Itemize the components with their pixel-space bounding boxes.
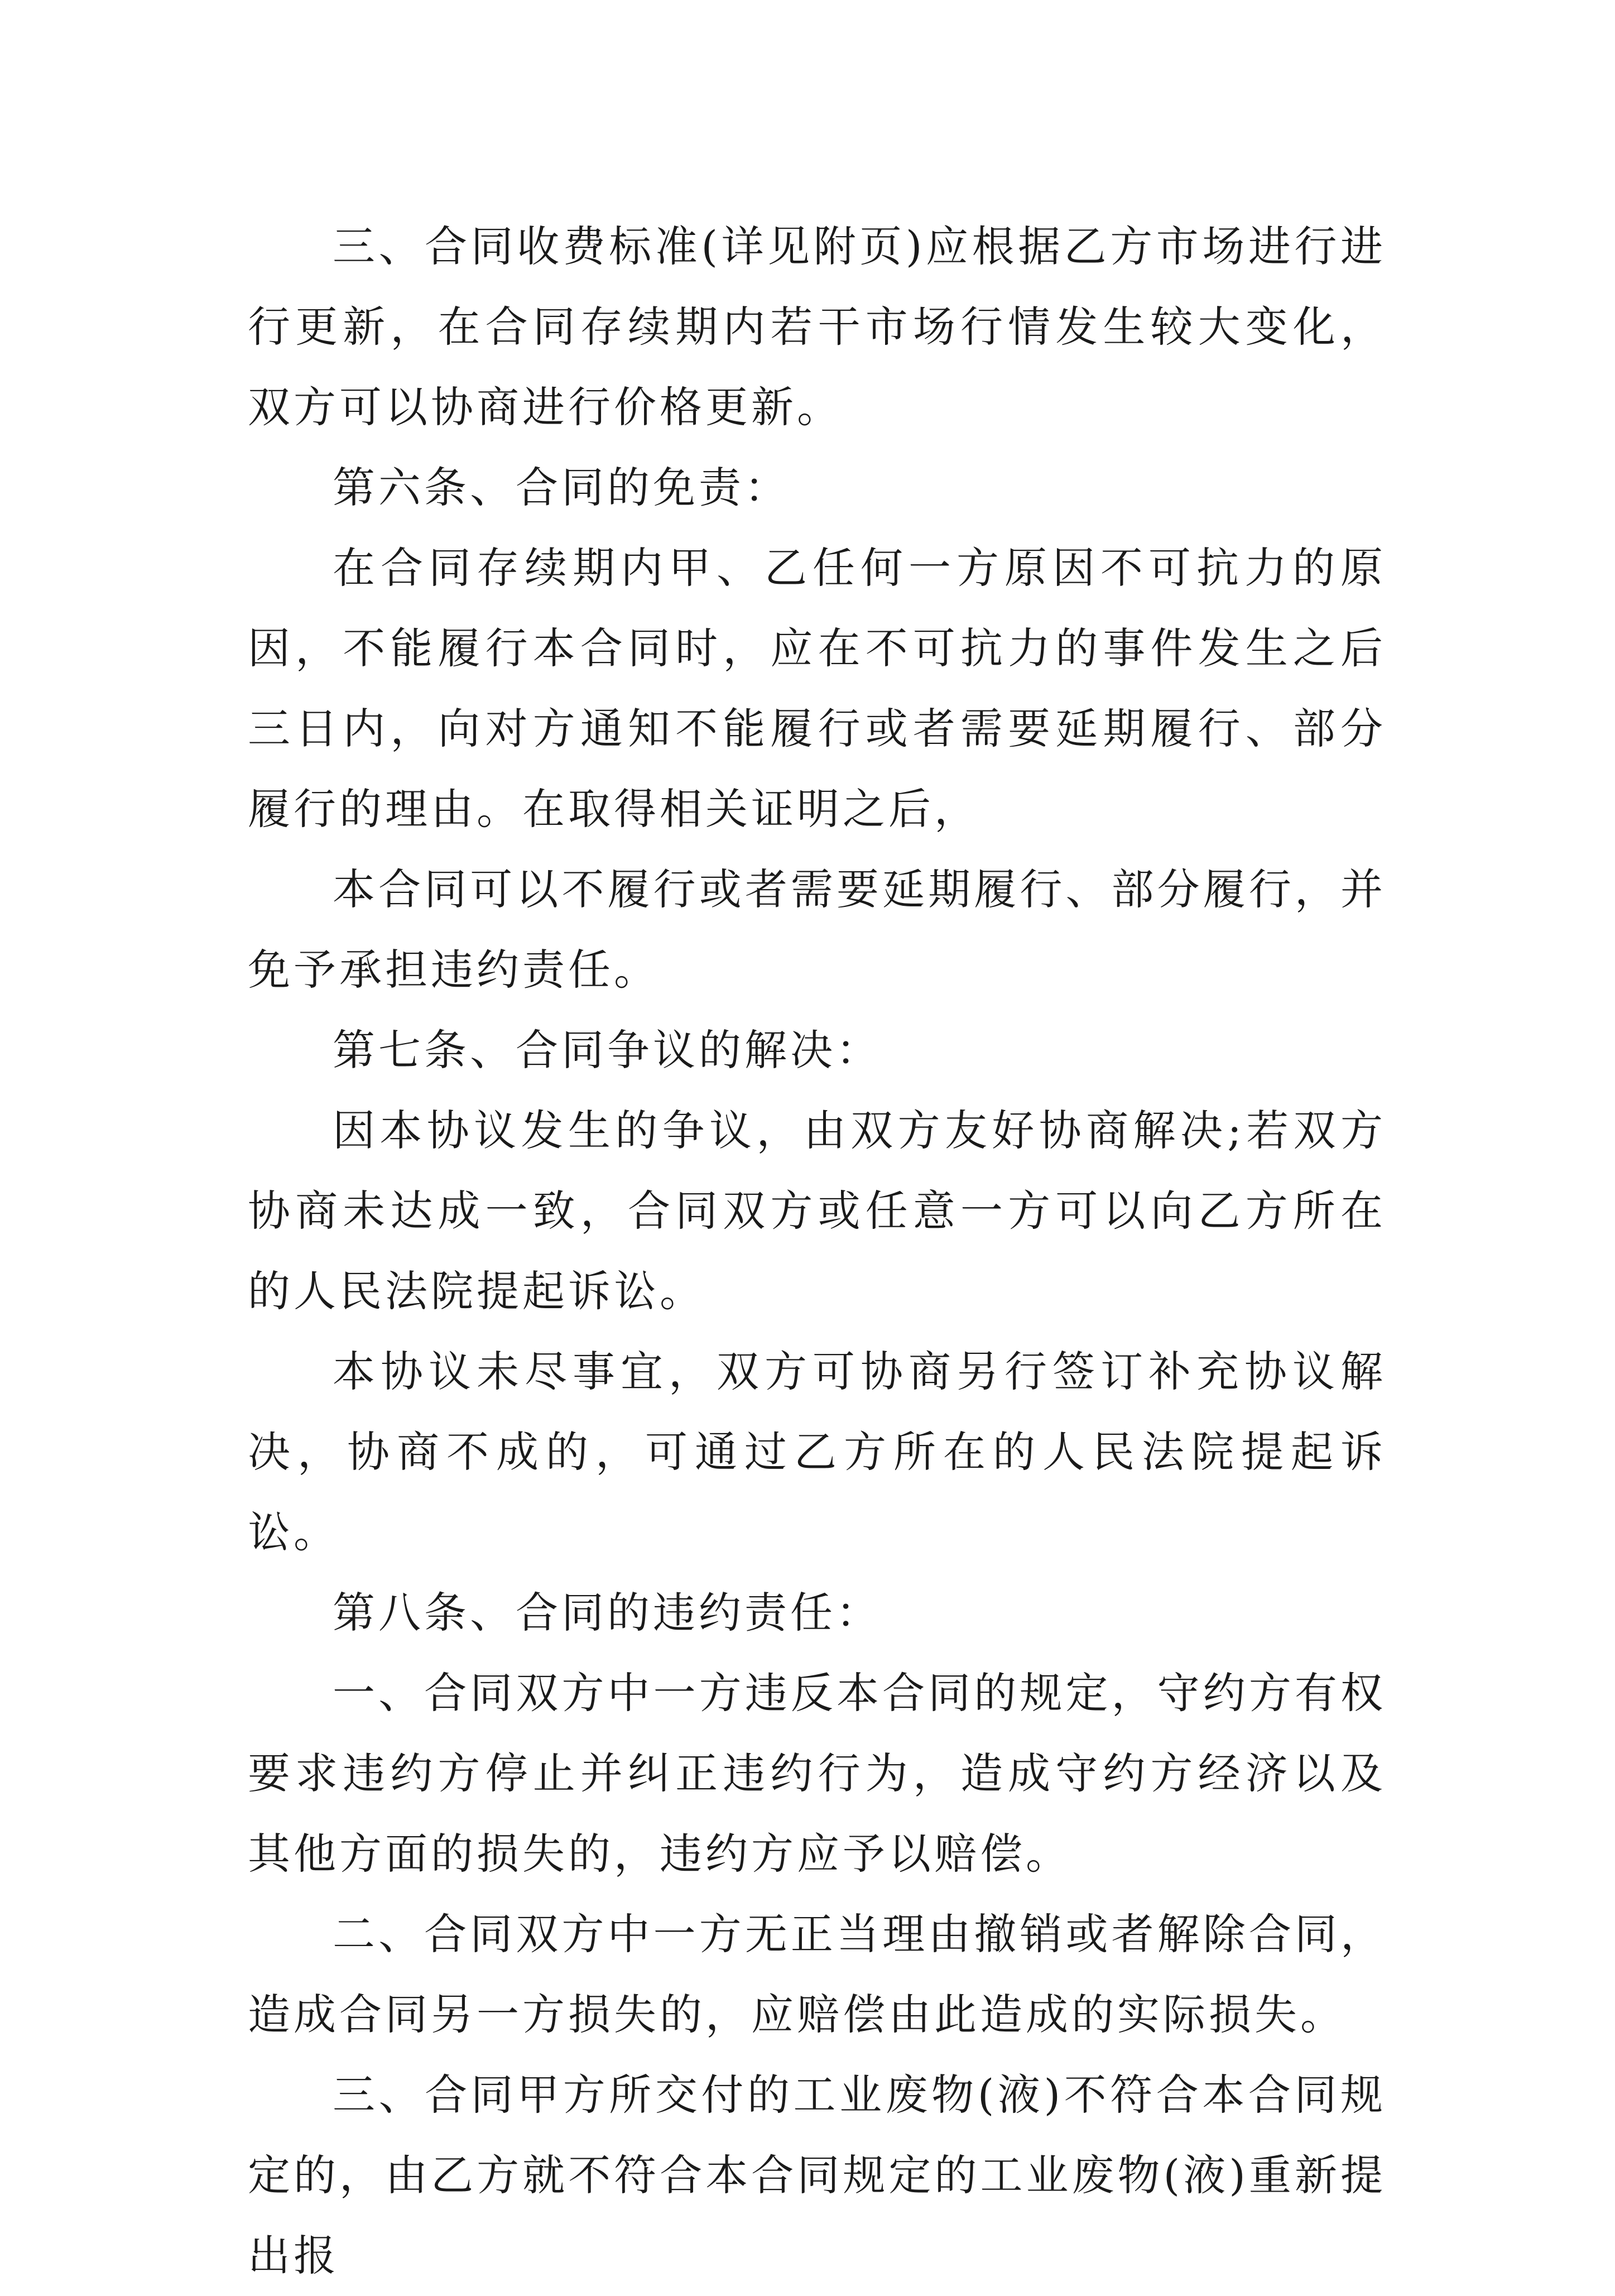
paragraph-fee-standard: 三、合同收费标准(详见附页)应根据乙方市场进行进行更新，在合同存续期内若干市场行情发生较大变化，双方可以协商进行价格更新。 (248, 222, 1386, 432)
heading-article-6: 第六条、合同的免责： (333, 463, 790, 512)
paragraph-breach-2: 二、合同双方中一方无正当理由撤销或者解除合同，造成合同另一方损失的，应赔偿由此造成的实际损失。 (248, 1909, 1386, 2039)
paragraph-supplementary: 本协议未尽事宜，双方可协商另行签订补充协议解决，协商不成的，可通过乙方所在的人民法院提起诉讼。 (248, 1347, 1386, 1557)
heading-article-7: 第七条、合同争议的解决： (333, 1025, 882, 1075)
paragraph-breach-3: 三、合同甲方所交付的工业废物(液)不符合本合同规定的，由乙方就不符合本合同规定的工业废物(液)重新提出报 (248, 2070, 1386, 2280)
paragraph-breach-1: 一、合同双方中一方违反本合同的规定，守约方有权要求违约方停止并纠正违约行为，造成守约方经济以及其他方面的损失的，违约方应予以赔偿。 (248, 1668, 1386, 1879)
heading-article-8: 第八条、合同的违约责任： (333, 1588, 882, 1637)
paragraph-dispute-negotiation: 因本协议发生的争议，由双方友好协商解决;若双方协商未达成一致，合同双方或任意一方可以向乙方所在的人民法院提起诉讼。 (248, 1106, 1386, 1316)
document-body (248, 206, 1386, 2296)
paragraph-force-majeure: 在合同存续期内甲、乙任何一方原因不可抗力的原因，不能履行本合同时，应在不可抗力的事件发生之后三日内，向对方通知不能履行或者需要延期履行、部分履行的理由。在取得相关证明之后， (248, 543, 1386, 834)
paragraph-exemption: 本合同可以不履行或者需要延期履行、部分履行，并免予承担违约责任。 (248, 864, 1386, 995)
